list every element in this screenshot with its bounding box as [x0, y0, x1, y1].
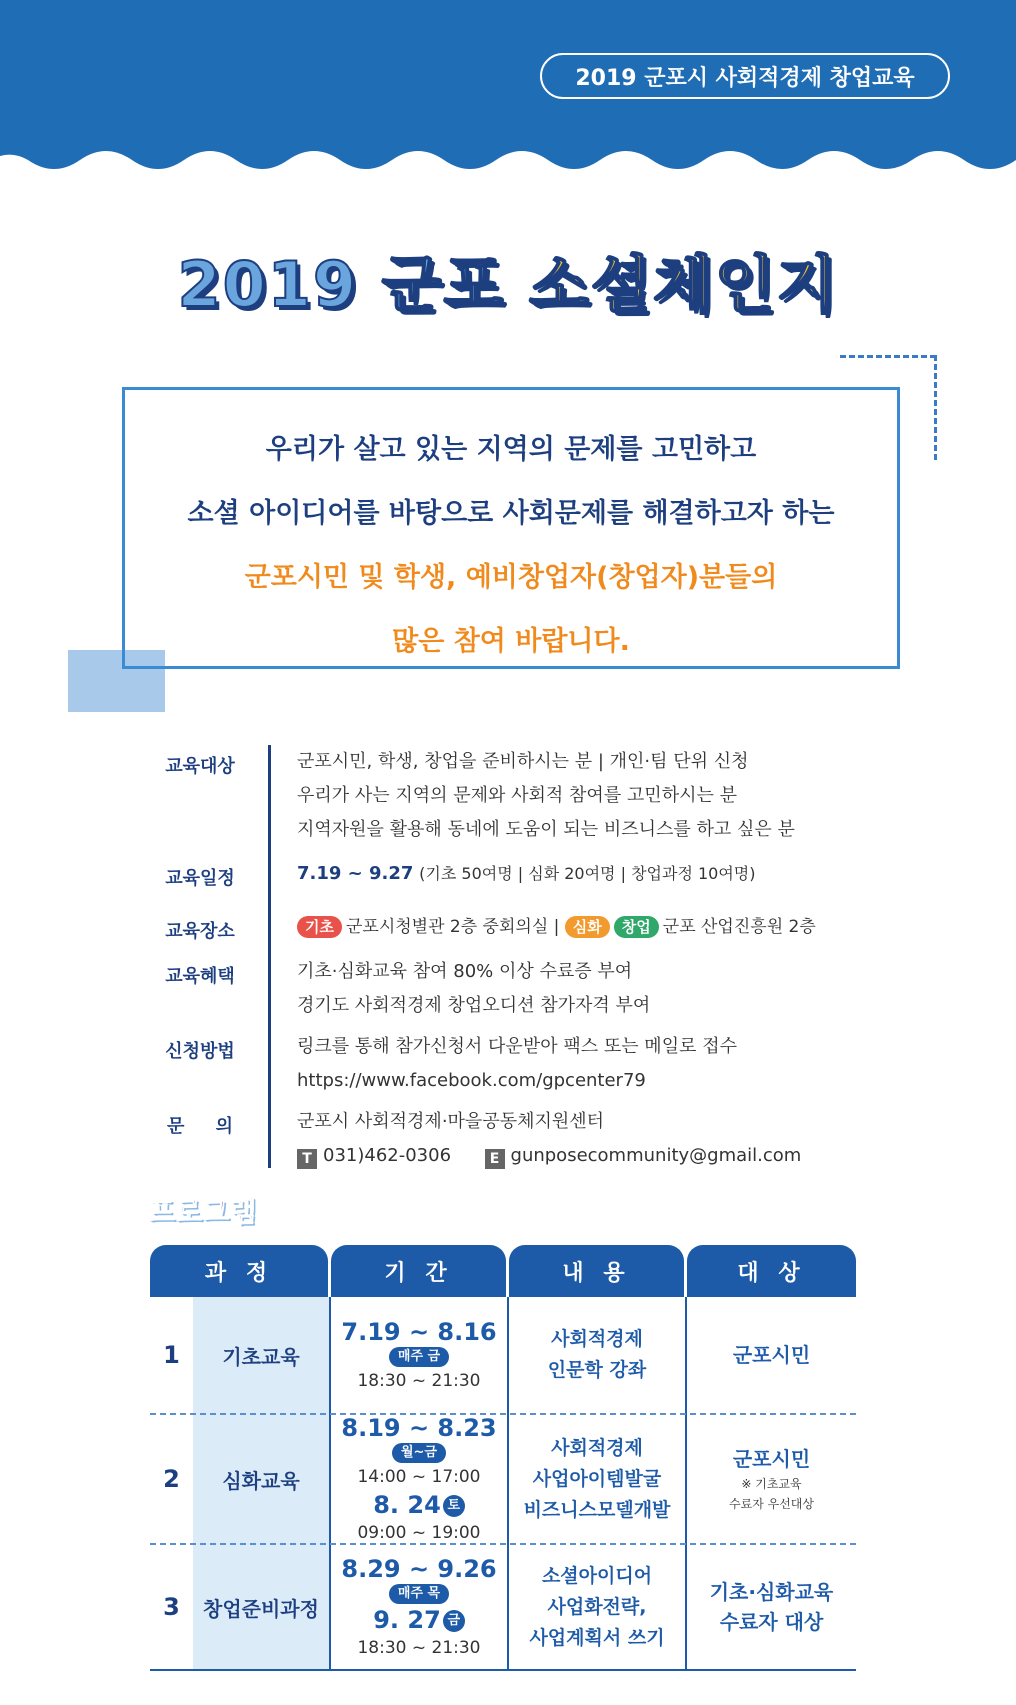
header-event-pill: 2019 군포시 사회적경제 창업교육	[540, 53, 950, 99]
table-row-2-content: 사회적경제 사업아이템발굴 비즈니스모델개발	[523, 1436, 671, 1521]
row-3-date-2: 9. 27	[373, 1605, 441, 1634]
header-course: 과 정	[150, 1245, 328, 1297]
target-line-3: 지역자원을 활용해 동네에 도움이 되는 비즈니스를 하고 싶은 분	[297, 819, 795, 840]
table-row-3-course: 창업준비과정	[203, 1596, 319, 1621]
venue-place-1: 군포시청별관 2층 중회의실	[345, 917, 549, 937]
table-bottom-line	[150, 1669, 856, 1671]
label-target: 교육대상	[165, 756, 235, 777]
benefit-line-2: 경기도 사회적경제 창업오디션 참가자격 부여	[297, 995, 651, 1016]
label-benefit: 교육혜택	[165, 966, 235, 987]
table-row-2-course: 심화교육	[222, 1468, 300, 1493]
program-table	[150, 1245, 856, 1671]
phone-icon: T	[297, 1149, 317, 1169]
schedule-dates: 7.19 ~ 9.27	[297, 863, 414, 884]
table-row-1-period	[331, 1297, 507, 1413]
row-1-time: 18:30 ~ 21:30	[357, 1370, 481, 1391]
intro-line-1: 우리가 살고 있는 지역의 문제를 고민하고	[265, 434, 757, 465]
row-2-date-1: 8.19 ~ 8.23	[341, 1413, 497, 1442]
header-period: 기 간	[331, 1245, 506, 1297]
contact-phone[interactable]: 031)462-0306	[323, 1145, 452, 1166]
header-target: 대 상	[687, 1245, 856, 1297]
tag-startup: 창업	[614, 916, 659, 938]
target-line-1: 군포시민, 학생, 창업을 준비하시는 분 | 개인·팀 단위 신청	[297, 751, 749, 772]
contact-line-2	[297, 1139, 801, 1173]
table-row-3-target: 기초·심화교육 수료자 대상	[709, 1580, 834, 1634]
intro-line-2: 소셜 아이디어를 바탕으로 사회문제를 해결하고자 하는	[187, 498, 835, 529]
title-social-change: 소셜체인지	[529, 248, 839, 321]
decor-dashed-line-horizontal	[840, 355, 936, 358]
row-2-time-1: 14:00 ~ 17:00	[357, 1466, 481, 1487]
row-3-day-circle: 금	[443, 1610, 465, 1632]
intro-box	[122, 387, 900, 669]
info-divider	[268, 745, 271, 1168]
apply-link[interactable]: https://www.facebook.com/gpcenter79	[297, 1070, 646, 1091]
tag-advanced: 심화	[565, 916, 610, 938]
table-row-1-course: 기초교육	[222, 1344, 300, 1369]
decor-dashed-line-vertical	[934, 355, 937, 460]
row-2-day-circle: 토	[443, 1495, 465, 1517]
table-row-1-num: 1	[163, 1341, 180, 1369]
email-icon: E	[485, 1149, 505, 1169]
label-contact: 문 의	[166, 1116, 234, 1137]
row-2-day-pill: 월~금	[392, 1443, 446, 1463]
intro-line-3: 군포시민 및 학생, 예비창업자(창업자)분들의	[244, 562, 778, 593]
row-1-day-pill: 매주 금	[389, 1347, 449, 1367]
header-content: 내 용	[509, 1245, 684, 1297]
table-row-2-num: 2	[163, 1465, 180, 1493]
table-row-2-period	[331, 1415, 507, 1543]
benefit-line-1: 기초·심화교육 참여 80% 이상 수료증 부여	[297, 961, 633, 982]
table-row-1-target: 군포시민	[732, 1343, 811, 1367]
row-3-date-1: 8.29 ~ 9.26	[341, 1554, 497, 1583]
intro-line-4: 많은 참여 바랍니다.	[392, 626, 630, 657]
title-year-city: 2019 군포	[177, 248, 506, 321]
contact-email[interactable]: gunposecommunity@gmail.com	[510, 1145, 802, 1166]
row-1-date: 7.19 ~ 8.16	[341, 1317, 497, 1346]
schedule-detail: (기초 50여명 | 심화 20여명 | 창업과정 10여명)	[419, 864, 756, 883]
venue-separator: |	[553, 917, 560, 937]
table-row-3-content: 소셜아이디어 사업화전략, 사업계획서 쓰기	[529, 1564, 665, 1649]
label-schedule: 교육일정	[165, 868, 235, 889]
schedule-text	[297, 857, 756, 891]
label-apply: 신청방법	[165, 1041, 235, 1062]
venue-place-2: 군포 산업진흥원 2층	[662, 917, 816, 937]
row-2-time-2: 09:00 ~ 19:00	[357, 1522, 481, 1543]
contact-line-1: 군포시 사회적경제·마을공동체지원센터	[297, 1111, 605, 1132]
row-3-day-pill: 매주 목	[389, 1584, 449, 1604]
label-venue: 교육장소	[165, 921, 235, 942]
tag-basic: 기초	[297, 916, 342, 938]
table-row-2-target: 군포시민 ※ 기초교육 수료자 우선대상	[729, 1447, 814, 1511]
program-title: 프로그램	[148, 1195, 257, 1228]
main-title	[0, 235, 1016, 324]
table-row-3-period	[331, 1545, 507, 1669]
apply-line-1: 링크를 통해 참가신청서 다운받아 팩스 또는 메일로 접수	[297, 1036, 737, 1057]
target-line-2: 우리가 사는 지역의 문제와 사회적 참여를 고민하시는 분	[297, 785, 737, 806]
table-row-1-content: 사회적경제 인문학 강좌	[547, 1328, 647, 1381]
row-3-time: 18:30 ~ 21:30	[357, 1637, 481, 1658]
venue-text	[297, 910, 816, 944]
table-row-3-num: 3	[163, 1593, 180, 1621]
row-2-date-2: 8. 24	[373, 1490, 441, 1519]
